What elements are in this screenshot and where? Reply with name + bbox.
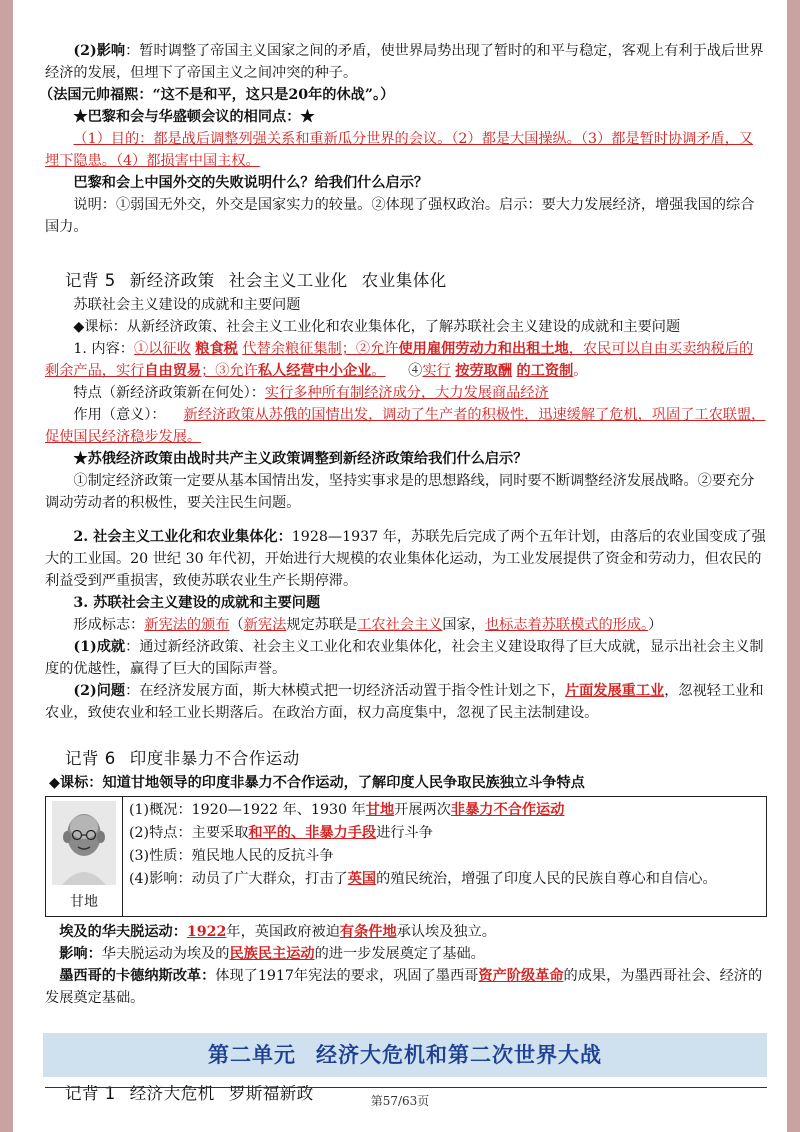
china-diplomacy-answer: 说明：①弱国无外交，外交是国家实力的较量。②体现了强权政治。启示：要大力发展经济，增强我国的综合国力。 [45, 197, 755, 235]
unit-2-section-1-title: 记背 1 经济大危机 罗斯福新政 [65, 1084, 314, 1103]
gandhi-info-cell [123, 797, 767, 917]
document-page [13, 0, 787, 1132]
gandhi-table [45, 796, 767, 917]
achievements-text: (1)成就：通过新经济政策、社会主义工业化和农业集体化，社会主义建设取得了巨大成就，显示出社会主义制度的优越性，赢得了巨大的国际声誉。 [45, 639, 764, 677]
gandhi-portrait-cell [46, 797, 123, 917]
page-content [39, 40, 767, 1107]
section-5-kebiao: ◆课标：从新经济政策、社会主义工业化和农业集体化，了解苏联社会主义建设的成就和主要问题 [73, 319, 681, 335]
gandhi-overview: (1)概况：1920—1922 年、1930 年甘地开展两次非暴力不合作运动 [129, 802, 565, 818]
formation-mark: 形成标志：新宪法的颁布（新宪法规定苏联是工农社会主义国家，也标志着苏联模式的形成。） [73, 617, 663, 633]
gandhi-name: 甘地 [70, 894, 98, 910]
industrialization-paragraph: 2. 社会主义工业化和农业集体化：1928—1937 年，苏联先后完成了两个五年计划，由落后的农业国变成了强大的工业国。20 世纪 30 年代初，开始进行大规模的农业集体化运动，为工业发展提供了资金和劳动力，但农民的利益受到严重损害，致使苏联农业生产长期停滞。 [45, 529, 766, 589]
similarities-heading: ★巴黎和会与华盛顿会议的相同点：★ [73, 109, 315, 125]
achievements-heading: 3. 苏联社会主义建设的成就和主要问题 [73, 595, 321, 611]
mexico-reform: 墨西哥的卡德纳斯改革：体现了1917年宪法的要求，巩固了墨西哥资产阶级革命的成果，为墨西哥社会、经济的发展奠定基础。 [45, 968, 763, 1006]
footer-divider [45, 1087, 767, 1088]
egypt-wafd: 埃及的华夫脱运动：1922年，英国政府被迫有条件地承认埃及独立。 [59, 924, 496, 940]
influence-paragraph: (2)影响：暂时调整了帝国主义国家之间的矛盾，使世界局势出现了暂时的和平与稳定，客观上有利于战后世界经济的发展，但埋下了帝国主义之间冲突的种子。 [45, 43, 764, 81]
foch-quote: （法国元帅福熙：“这不是和平，这只是20年的休战”。） [39, 87, 395, 103]
unit-2-banner: 第二单元 经济大危机和第二次世界大战 [43, 1033, 767, 1077]
section-6-title: 记背 6 印度非暴力不合作运动 [65, 749, 300, 768]
similarities-text: （1）目的：都是战后调整列强关系和重新瓜分世界的会议。（2）都是大国操纵。（3）都是暂时协调矛盾，又埋下隐患。（4）都损害中国主权。 [45, 131, 754, 169]
section-5-subtitle: 苏联社会主义建设的成就和主要问题 [73, 297, 301, 313]
nep-feature: 特点（新经济政策新在何处）：实行多种所有制经济成分，大力发展商品经济 [73, 385, 549, 401]
gandhi-nature: (3)性质：殖民地人民的反抗斗争 [129, 848, 334, 864]
gandhi-portrait-image [52, 801, 116, 885]
problems-text: (2)问题：在经济发展方面，斯大林模式把一切经济活动置于指令性计划之下，片面发展重工业，忽视轻工业和农业，致使农业和轻工业长期落后。在政治方面，权力高度集中，忽视了民主法制建设。 [45, 683, 764, 721]
gandhi-feature: (2)特点：主要采取和平的、非暴力手段进行斗争 [129, 825, 433, 841]
china-diplomacy-question: 巴黎和会上中国外交的失败说明什么？给我们什么启示？ [73, 175, 429, 191]
gandhi-influence: (4)影响：动员了广大群众，打击了英国的殖民统治，增强了印度人民的民族自尊心和自信心。 [129, 871, 717, 887]
section-5-title: 记背 5 新经济政策 社会主义工业化 农业集体化 [65, 271, 447, 290]
nep-content: 1. 内容：①以征收 粮食税 代替余粮征集制；②允许使用雇佣劳动力和出租土地，农民可以自由买卖纳税后的剩余产品，实行自由贸易；③允许私人经营中小企业。 ④实行 按劳取酬 的工资制。 [45, 341, 754, 379]
section-6-kebiao: ◆课标：知道甘地领导的印度非暴力不合作运动，了解印度人民争取民族独立斗争特点 [49, 775, 585, 791]
nep-question: ★苏俄经济政策由战时共产主义政策调整到新经济政策给我们什么启示？ [73, 451, 528, 467]
page-number: 第57/63页 [370, 1094, 430, 1108]
nep-answer: ①制定经济政策一定要从基本国情出发，坚持实事求是的思想路线，同时要不断调整经济发展战略。②要充分调动劳动者的积极性，要关注民生问题。 [45, 473, 755, 511]
egypt-influence: 影响：华夫脱运动为埃及的民族民主运动的进一步发展奠定了基础。 [59, 946, 485, 962]
nep-effect: 作用（意义）： 新经济政策从苏俄的国情出发，调动了生产者的积极性，迅速缓解了危机，巩固了工农联盟，促使国民经济稳步发展。 [45, 407, 766, 445]
